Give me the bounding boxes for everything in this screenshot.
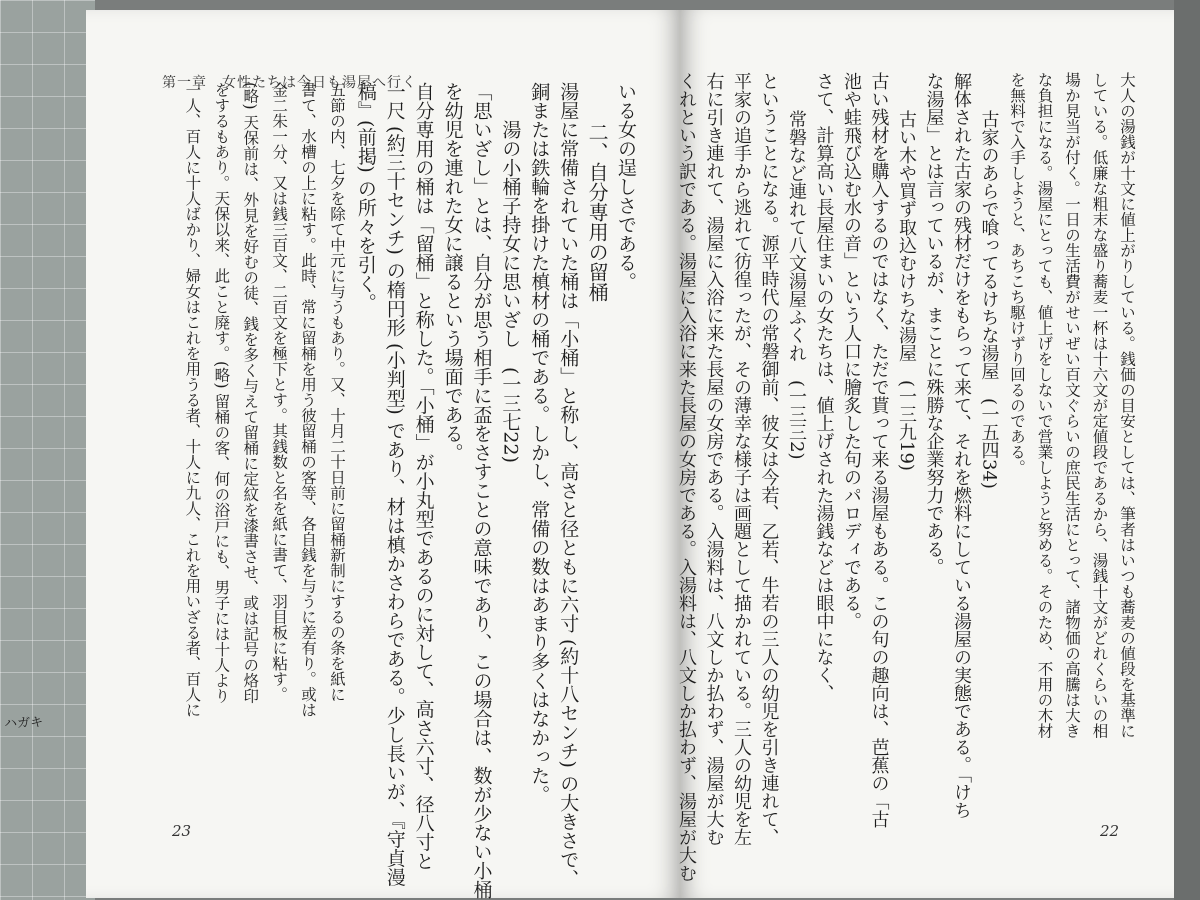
cited-verse: 湯の小桶子持女に思いざし (一三七22) [499, 120, 522, 464]
text-line: 銅または鉄輪を掛けた槙材の桶である。しかし、常備の数はあまり多くはなかった。 [528, 82, 551, 804]
text-line: 解体された古家の残材だけをもらって来て、それを燃料にしている湯屋の実態である。「けち [951, 72, 972, 819]
book-edge [1174, 0, 1200, 900]
text-line: を無料で入手しようと、あちこち駆けずり回るのである。 [1008, 72, 1026, 475]
cited-verse: 古家のあらで喰ってるけちな湯屋 (一五四34) [978, 110, 1000, 489]
text-line: 一人、百人に十人ばかり、婦女はこれを用うる者、十人に九人、これを用いざる者、百人に [183, 82, 202, 718]
page-number-right: 22 [1100, 822, 1120, 840]
text-line: 金二朱一分、又は銭三百文、二百文を極下とす。其銭数と名を紙に書て、羽目板に粘す。 [270, 82, 289, 702]
text-line: 五節の内、七夕を除て中元に与うもあり。又、十月二十日前に留桶新制にするの条を紙に [327, 82, 346, 702]
text-line: 一尺 (約三十センチ) の楕円形 (小判型) であり、材は槙かさわらである。少し長いが、『守貞漫 [383, 82, 406, 887]
page-number-left: 23 [172, 822, 192, 840]
running-header: 第一章 女性たちは今日も湯屋へ行く [162, 75, 417, 91]
text-line: な負担になる。湯屋にとっても、値上げをしないで営業しようと努める。そのため、不用の木材 [1035, 72, 1054, 739]
text-line: 「思いざし」とは、自分が思う相手に盃をさすことの意味であり、この場合は、数が少ない小桶 [470, 82, 493, 899]
text-line: さて、計算高い長屋住まいの女たちは、値上げされた湯銭などは眼中になく、 [813, 72, 835, 702]
cutting-mat [0, 0, 95, 900]
cited-verse: 古い木や買ず取込むけちな湯屋 (一三九19) [896, 110, 917, 471]
text-line: 古い残材を購入するのではなく、ただで貰って来る湯屋もある。この句の趣向は、芭蕉の「古 [868, 72, 890, 828]
text-line: くれという訳である。湯屋に入浴に来た長屋の女房である。入湯料は、八文しか払わず、湯屋が大む [676, 72, 697, 882]
cited-verse: 常磐など連れて八文湯屋ふくれ (一三三2) [786, 110, 807, 460]
text-line: ということになる。源平時代の常磐御前、彼女は今若、乙若、牛若の三人の幼児を引き連れて、 [758, 72, 780, 846]
text-line: をするもあり。天保以来、此こと廃す。(略) 留桶の客、何の浴戸にも、男子には十人より [212, 82, 231, 704]
text-line: 自分専用の桶は「留桶」と称した。「小桶」が小丸型であるのに対して、高さ六寸、径八寸と [412, 82, 435, 871]
section-heading: 二、自分専用の留桶 [585, 122, 610, 302]
text-line: を幼児を連れた女に譲るという場面である。 [441, 82, 464, 462]
mat-label: ハガキ [3, 715, 44, 732]
text-line: な湯屋」とは言っているが、まことに殊勝な企業努力である。 [923, 72, 945, 576]
text-line: 書て、水槽の上に粘す。此時、常に留桶を用う彼留桶の客等、各自銭を与うに差有り。或は [299, 82, 318, 718]
text-line: いる女の逞しさである。 [615, 82, 637, 291]
text-line: 湯屋に常備されていた桶は「小桶」と称し、高さと径ともに六寸 (約十八センチ) の大きさで、 [557, 82, 580, 888]
text-line: 稿』(前掲) の所々を引く。 [354, 82, 377, 312]
text-line: 平家の追手から逃れて彷徨ったが、その薄幸な様子は画題として描かれている。三人の幼児を左 [731, 72, 752, 846]
text-line: (略) 天保前は、外見を好むの徒、銭を多く与えて留桶に定紋を漆書させ、或は記号の烙印 [241, 82, 260, 704]
text-line: 場か見当が付く。一日の生活費がせいぜい百文ぐらいの庶民生活にとって、諸物価の高騰は大き [1063, 72, 1081, 739]
text-line: している。低廉な粗末な盛り蕎麦一杯は十六文が定値段であるから、湯銭十文がどれくらいの相 [1090, 72, 1109, 739]
text-line: 右に引き連れて、湯屋に入浴に来た長屋の女房である。入湯料は、八文しか払わず、湯屋が大む [703, 72, 725, 846]
text-line: 池や蛙飛び込む水の音」という人口に膾炙した句のパロディである。 [841, 72, 862, 630]
text-line: 大人の湯銭が十文に値上がりしている。銭価の目安としては、筆者はいつも蕎麦の値段を基準に [1118, 72, 1136, 739]
